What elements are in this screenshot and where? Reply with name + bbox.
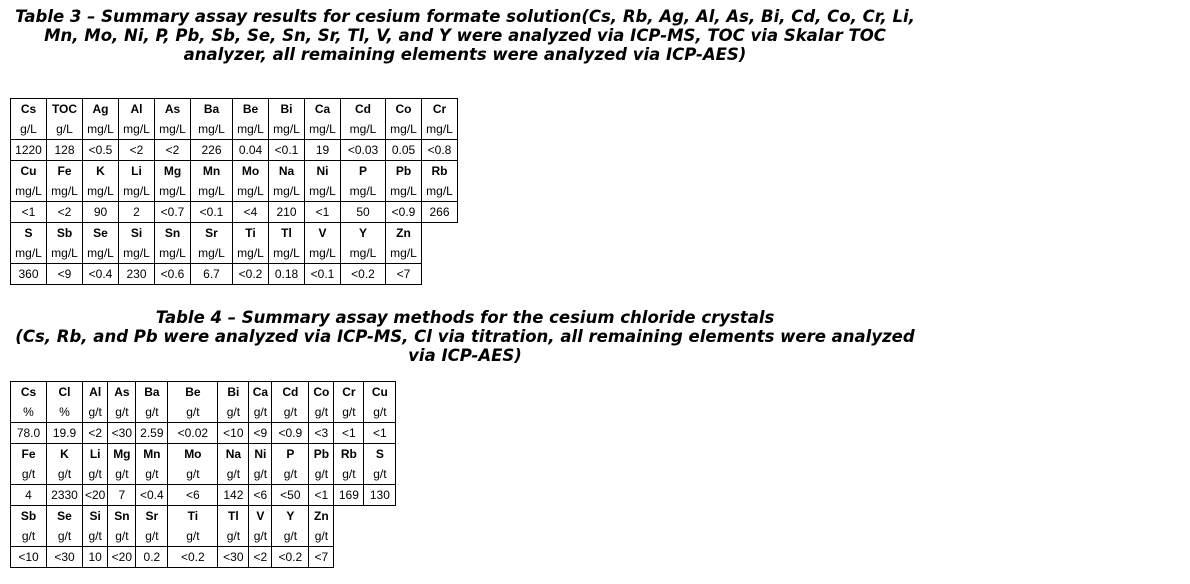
table4-values-row <box>11 485 396 506</box>
value-cell: <10 <box>11 547 47 568</box>
unit-cell: mg/L <box>83 243 119 264</box>
element-cell: Cu <box>364 382 396 403</box>
value-cell: <0.1 <box>269 140 305 161</box>
element-cell: V <box>249 506 272 527</box>
value-cell: 78.0 <box>11 423 47 444</box>
unit-cell: mg/L <box>386 243 422 264</box>
value-cell: <2 <box>249 547 272 568</box>
element-cell: Y <box>341 223 386 244</box>
unit-cell: mg/L <box>47 181 83 202</box>
table3-caption-line: analyzer, all remaining elements were analyzed via ICP-AES) <box>183 45 747 64</box>
table3-elements-row <box>11 99 458 120</box>
element-cell: Be <box>233 99 269 120</box>
value-cell: <1 <box>364 423 396 444</box>
element-cell: Si <box>119 223 155 244</box>
value-cell: <10 <box>218 423 249 444</box>
value-cell: 230 <box>119 264 155 285</box>
value-cell: <50 <box>272 485 309 506</box>
value-cell: <0.4 <box>136 485 168 506</box>
element-cell: Se <box>83 223 119 244</box>
value-cell: <20 <box>83 485 108 506</box>
element-cell: Bi <box>218 382 249 403</box>
unit-cell: mg/L <box>386 119 422 140</box>
value-cell: <9 <box>47 264 83 285</box>
element-cell: Mn <box>191 161 233 182</box>
element-cell: Tl <box>218 506 249 527</box>
value-cell: 50 <box>341 202 386 223</box>
unit-cell: mg/L <box>341 181 386 202</box>
table3-grid <box>10 98 458 285</box>
value-cell: <0.5 <box>83 140 119 161</box>
element-cell: TOC <box>47 99 83 120</box>
empty-cell <box>364 526 396 547</box>
unit-cell: g/t <box>249 464 272 485</box>
table4-units-row <box>11 464 396 485</box>
unit-cell: mg/L <box>341 243 386 264</box>
table3-values-row <box>11 140 458 161</box>
value-cell: 0.2 <box>136 547 168 568</box>
unit-cell: mg/L <box>233 181 269 202</box>
element-cell: Sb <box>11 506 47 527</box>
empty-cell <box>364 547 396 568</box>
value-cell: <6 <box>168 485 218 506</box>
unit-cell: g/t <box>47 526 83 547</box>
value-cell: 6.7 <box>191 264 233 285</box>
empty-cell <box>334 506 364 527</box>
unit-cell: g/L <box>11 119 47 140</box>
element-cell: Mg <box>155 161 191 182</box>
unit-cell: g/t <box>218 464 249 485</box>
unit-cell: g/t <box>272 526 309 547</box>
element-cell: Cr <box>334 382 364 403</box>
element-cell: Co <box>386 99 422 120</box>
element-cell: As <box>108 382 136 403</box>
unit-cell: mg/L <box>191 181 233 202</box>
unit-cell: g/t <box>272 402 309 423</box>
unit-cell: g/t <box>11 464 47 485</box>
element-cell: Cs <box>11 382 47 403</box>
unit-cell: mg/L <box>422 119 458 140</box>
unit-cell: mg/L <box>233 119 269 140</box>
table3-caption-line: Mn, Mo, Ni, P, Pb, Sb, Se, Sn, Sr, Tl, V, and Y were analyzed via ICP-MS, TOC via Skalar TOC <box>44 26 886 45</box>
value-cell: <1 <box>11 202 47 223</box>
unit-cell: g/t <box>168 464 218 485</box>
value-cell: <0.2 <box>233 264 269 285</box>
value-cell: 19 <box>305 140 341 161</box>
value-cell: <2 <box>155 140 191 161</box>
unit-cell: mg/L <box>269 181 305 202</box>
value-cell: <20 <box>108 547 136 568</box>
value-cell: <30 <box>47 547 83 568</box>
table4-units-row <box>11 402 396 423</box>
value-cell: <1 <box>305 202 341 223</box>
unit-cell: g/t <box>83 464 108 485</box>
element-cell: Bi <box>269 99 305 120</box>
unit-cell: g/t <box>309 464 334 485</box>
unit-cell: mg/L <box>386 181 422 202</box>
unit-cell: g/t <box>218 402 249 423</box>
value-cell: <0.02 <box>168 423 218 444</box>
value-cell: <6 <box>249 485 272 506</box>
unit-cell: mg/L <box>11 243 47 264</box>
unit-cell: mg/L <box>422 181 458 202</box>
element-cell: S <box>364 444 396 465</box>
unit-cell: g/t <box>309 526 334 547</box>
value-cell: <0.2 <box>272 547 309 568</box>
unit-cell: g/t <box>364 402 396 423</box>
unit-cell: g/t <box>136 526 168 547</box>
value-cell: 0.18 <box>269 264 305 285</box>
table3-units-row <box>11 243 458 264</box>
unit-cell: mg/L <box>305 119 341 140</box>
unit-cell: g/t <box>218 526 249 547</box>
value-cell: <0.2 <box>341 264 386 285</box>
unit-cell: mg/L <box>305 181 341 202</box>
unit-cell: mg/L <box>83 119 119 140</box>
element-cell: Na <box>269 161 305 182</box>
element-cell: Se <box>47 506 83 527</box>
value-cell: <0.1 <box>191 202 233 223</box>
value-cell: <2 <box>47 202 83 223</box>
unit-cell: g/t <box>136 402 168 423</box>
unit-cell: mg/L <box>119 181 155 202</box>
table4-caption-line: Table 4 – Summary assay methods for the cesium chloride crystals <box>155 308 775 327</box>
table3 <box>10 98 458 285</box>
value-cell: <30 <box>218 547 249 568</box>
element-cell: Cd <box>272 382 309 403</box>
element-cell: Sr <box>191 223 233 244</box>
element-cell: Al <box>83 382 108 403</box>
unit-cell: g/t <box>108 526 136 547</box>
table3-values-row <box>11 264 458 285</box>
value-cell: <7 <box>386 264 422 285</box>
table4-values-row <box>11 547 396 568</box>
table4 <box>10 381 396 568</box>
unit-cell: mg/L <box>233 243 269 264</box>
element-cell: Na <box>218 444 249 465</box>
value-cell: <0.2 <box>168 547 218 568</box>
unit-cell: g/t <box>108 402 136 423</box>
element-cell: Fe <box>47 161 83 182</box>
element-cell: P <box>272 444 309 465</box>
element-cell: Cr <box>422 99 458 120</box>
unit-cell: mg/L <box>155 243 191 264</box>
element-cell: Tl <box>269 223 305 244</box>
table4-units-row <box>11 526 396 547</box>
element-cell: Be <box>168 382 218 403</box>
unit-cell: mg/L <box>191 243 233 264</box>
value-cell: 0.05 <box>386 140 422 161</box>
value-cell: <0.03 <box>341 140 386 161</box>
value-cell: 2 <box>119 202 155 223</box>
unit-cell: mg/L <box>269 243 305 264</box>
unit-cell: g/t <box>83 402 108 423</box>
table3-caption <box>0 7 930 64</box>
unit-cell: mg/L <box>155 181 191 202</box>
unit-cell: % <box>11 402 47 423</box>
table4-values-row <box>11 423 396 444</box>
value-cell: 90 <box>83 202 119 223</box>
table4-elements-row <box>11 382 396 403</box>
table3-caption-line: Table 3 – Summary assay results for cesium formate solution(Cs, Rb, Ag, Al, As, Bi, Cd, Co, Cr, Li, <box>15 7 915 26</box>
value-cell: 130 <box>364 485 396 506</box>
element-cell: Mn <box>136 444 168 465</box>
value-cell: <1 <box>309 485 334 506</box>
value-cell: <2 <box>83 423 108 444</box>
element-cell: Li <box>119 161 155 182</box>
unit-cell: g/L <box>47 119 83 140</box>
table4-elements-row <box>11 444 396 465</box>
table3-units-row <box>11 119 458 140</box>
value-cell: 7 <box>108 485 136 506</box>
unit-cell: mg/L <box>305 243 341 264</box>
element-cell: S <box>11 223 47 244</box>
value-cell: 10 <box>83 547 108 568</box>
element-cell: Mo <box>168 444 218 465</box>
element-cell: K <box>83 161 119 182</box>
unit-cell: g/t <box>272 464 309 485</box>
value-cell: 210 <box>269 202 305 223</box>
unit-cell: % <box>47 402 83 423</box>
empty-cell <box>334 526 364 547</box>
element-cell: Rb <box>334 444 364 465</box>
value-cell: <1 <box>334 423 364 444</box>
element-cell: V <box>305 223 341 244</box>
element-cell: Ba <box>136 382 168 403</box>
empty-cell <box>422 264 458 285</box>
value-cell: <0.6 <box>155 264 191 285</box>
element-cell: Cu <box>11 161 47 182</box>
value-cell: <7 <box>309 547 334 568</box>
element-cell: Al <box>119 99 155 120</box>
value-cell: <4 <box>233 202 269 223</box>
element-cell: Co <box>309 382 334 403</box>
value-cell: 19.9 <box>47 423 83 444</box>
unit-cell: g/t <box>83 526 108 547</box>
element-cell: P <box>341 161 386 182</box>
table3-units-row <box>11 181 458 202</box>
element-cell: Ba <box>191 99 233 120</box>
element-cell: Cs <box>11 99 47 120</box>
value-cell: <0.8 <box>422 140 458 161</box>
element-cell: Cl <box>47 382 83 403</box>
value-cell: <0.7 <box>155 202 191 223</box>
element-cell: Rb <box>422 161 458 182</box>
value-cell: <0.9 <box>272 423 309 444</box>
element-cell: Si <box>83 506 108 527</box>
table4-elements-row <box>11 506 396 527</box>
unit-cell: mg/L <box>269 119 305 140</box>
unit-cell: g/t <box>364 464 396 485</box>
unit-cell: mg/L <box>47 243 83 264</box>
value-cell: <9 <box>249 423 272 444</box>
value-cell: 360 <box>11 264 47 285</box>
value-cell: 226 <box>191 140 233 161</box>
element-cell: Sr <box>136 506 168 527</box>
unit-cell: mg/L <box>155 119 191 140</box>
element-cell: Ni <box>305 161 341 182</box>
value-cell: 266 <box>422 202 458 223</box>
unit-cell: mg/L <box>11 181 47 202</box>
table4-caption-line: via ICP-AES) <box>408 346 522 365</box>
element-cell: Cd <box>341 99 386 120</box>
value-cell: 169 <box>334 485 364 506</box>
value-cell: <0.4 <box>83 264 119 285</box>
value-cell: 142 <box>218 485 249 506</box>
unit-cell: mg/L <box>191 119 233 140</box>
unit-cell: g/t <box>11 526 47 547</box>
unit-cell: mg/L <box>119 243 155 264</box>
empty-cell <box>364 506 396 527</box>
element-cell: Y <box>272 506 309 527</box>
element-cell: Ca <box>305 99 341 120</box>
element-cell: Zn <box>386 223 422 244</box>
element-cell: Ti <box>168 506 218 527</box>
value-cell: 2330 <box>47 485 83 506</box>
element-cell: Ag <box>83 99 119 120</box>
unit-cell: mg/L <box>83 181 119 202</box>
element-cell: Fe <box>11 444 47 465</box>
empty-cell <box>422 243 458 264</box>
element-cell: Sn <box>155 223 191 244</box>
unit-cell: mg/L <box>119 119 155 140</box>
element-cell: Sb <box>47 223 83 244</box>
element-cell: Li <box>83 444 108 465</box>
unit-cell: g/t <box>136 464 168 485</box>
value-cell: <0.9 <box>386 202 422 223</box>
unit-cell: g/t <box>334 402 364 423</box>
unit-cell: g/t <box>168 526 218 547</box>
element-cell: Mg <box>108 444 136 465</box>
value-cell: <3 <box>309 423 334 444</box>
table4-caption-line: (Cs, Rb, and Pb were analyzed via ICP-MS, Cl via titration, all remaining elements were analyzed <box>15 327 915 346</box>
element-cell: Ni <box>249 444 272 465</box>
unit-cell: g/t <box>249 402 272 423</box>
unit-cell: g/t <box>249 526 272 547</box>
value-cell: <30 <box>108 423 136 444</box>
element-cell: K <box>47 444 83 465</box>
table3-elements-row <box>11 161 458 182</box>
element-cell: Pb <box>386 161 422 182</box>
value-cell: 128 <box>47 140 83 161</box>
unit-cell: g/t <box>47 464 83 485</box>
unit-cell: g/t <box>108 464 136 485</box>
element-cell: Zn <box>309 506 334 527</box>
unit-cell: mg/L <box>341 119 386 140</box>
table3-values-row <box>11 202 458 223</box>
unit-cell: g/t <box>334 464 364 485</box>
value-cell: <2 <box>119 140 155 161</box>
empty-cell <box>334 547 364 568</box>
empty-cell <box>422 223 458 244</box>
table4-caption <box>0 308 930 365</box>
element-cell: Sn <box>108 506 136 527</box>
value-cell: 2.59 <box>136 423 168 444</box>
element-cell: Ca <box>249 382 272 403</box>
unit-cell: g/t <box>168 402 218 423</box>
element-cell: As <box>155 99 191 120</box>
table4-grid <box>10 381 396 568</box>
value-cell: 1220 <box>11 140 47 161</box>
value-cell: 4 <box>11 485 47 506</box>
table3-elements-row <box>11 223 458 244</box>
element-cell: Pb <box>309 444 334 465</box>
value-cell: 0.04 <box>233 140 269 161</box>
element-cell: Mo <box>233 161 269 182</box>
value-cell: <0.1 <box>305 264 341 285</box>
element-cell: Ti <box>233 223 269 244</box>
unit-cell: g/t <box>309 402 334 423</box>
